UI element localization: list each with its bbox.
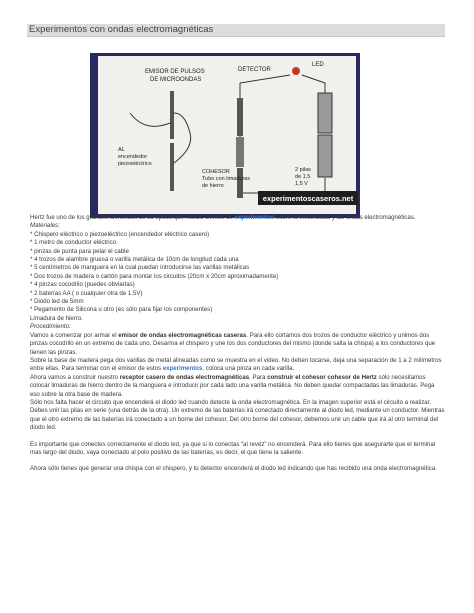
procedure-paragraph-3: Ahora vamos a construir nuestro receptor casero de ondas electromagnéticas. Para construir el cohesor cohesor de Hertz sólo necesitamos colocar limaduras de hierro dentro de la manguera e introducir por cada lado una varilla metálica. No deben quedar compactadas las limaduras. Pega eso sobre la otra base de madera. bbox=[30, 373, 435, 398]
material-item: * 4 pinzas cocodrilo (puedes obviarlas) bbox=[30, 281, 135, 289]
cohesor-label: COHESOR Tubo con limaduras de hierro bbox=[202, 169, 251, 189]
receptor-emphasis: receptor casero de ondas electromagnéticas bbox=[119, 373, 250, 381]
material-item: * 4 trozos de alambre gruesa o varilla metálica de 10cm de longitud cada una bbox=[30, 256, 239, 264]
circuit-photo bbox=[90, 53, 360, 218]
procedimiento-heading bbox=[30, 323, 445, 331]
cohesor-rod-top bbox=[237, 98, 243, 136]
procedure-paragraph-1: Vamos a comenzar por armar el emisor de ondas electromagnéticas caseras. Para ello cortamos dos trozos de conductor eléctrico y unimos dos pinzas cocodrilo en un extremo de cada uno. Desarma el chispero y une los dos conductores del mismo (donde salta la chispa) a los conductores que tienen las pinzas. bbox=[30, 331, 436, 356]
battery-1 bbox=[318, 93, 332, 133]
pilas-label: 2 pilas de 1,5 1,5 V bbox=[295, 167, 311, 187]
led-drawing bbox=[292, 67, 300, 75]
material-item: * 5 centímetros de manguera en la cual puedan introducirse las varillas metálicas bbox=[30, 264, 250, 272]
procedimiento-heading-text: Procedimiento: bbox=[30, 323, 71, 331]
material-item: * Dos trozos de madera o cartón para montar los circuitos (20cm x 20cm aproximadamente) bbox=[30, 272, 279, 280]
material-item: * Chispero eléctrico o piezoeléctrico (encendedor eléctrico casero) bbox=[30, 230, 210, 238]
emisor-rod-bottom bbox=[170, 143, 174, 191]
procedure-paragraph-4: Sólo nos falta hacer el circuito que encenderá el diodo led cuando detecte la onda electromagnética. En la imagen superior está el circuito a realizar. Debes unir las pilas en serie (una detrás de la otra). Un extremo de las baterías irá conectado directamente al diodo led, mediante un conductor. Mientras que el otro extremo de las baterías irá conectado a un borne del cohesor. Del otro borne del cohesor, debemos unir un cable que irá al otro terminal del diodo led. bbox=[30, 398, 445, 432]
experimentos-link-2[interactable]: experimentos bbox=[162, 365, 203, 373]
article-body bbox=[30, 214, 445, 474]
experimentos-link[interactable]: experimentos bbox=[234, 214, 275, 221]
detector-label: DETECTOR bbox=[238, 67, 271, 73]
led-label: LED bbox=[312, 62, 324, 68]
material-item: * Diodo led de 5mm bbox=[30, 298, 84, 306]
procedure-paragraph-5: Es importante que conectes correctamente el diodo led, ya que si lo conectas “al revéz” no encenderá. Para ello tienes que asegurarte que el terminal mas largo del diodo, vaya conectado al polo positivo de las baterías, es decir, el que tiene la saliente. bbox=[30, 440, 436, 456]
intro-paragraph bbox=[30, 214, 445, 222]
procedure-paragraph-6: Ahora sólo tienes que generar una chispa con el chispero, y tu detector encenderá el diodo led indicando que has recibido una onda electromagnética. bbox=[30, 465, 437, 473]
materiales-heading bbox=[30, 222, 445, 230]
material-item: * 1 metro de conductor eléctrico bbox=[30, 239, 117, 247]
circuit-drawing bbox=[90, 53, 360, 218]
material-item: * 2 baterías AA ( o cualquier otra de 1.5V) bbox=[30, 289, 143, 297]
watermark-text: experimentoscaseros.net bbox=[262, 194, 354, 203]
document-title: Experimentos con ondas electromagnéticas bbox=[29, 24, 214, 35]
material-item: * Pegamento de Silicona u otro (es sólo para fijar los componentes) bbox=[30, 306, 213, 314]
emisor-rod-top bbox=[170, 91, 174, 139]
emisor-label-line-2: DE MICROONDAS bbox=[150, 77, 202, 83]
emisor-label-line-1: EMISOR DE PULSOS bbox=[145, 69, 205, 75]
document-title-bar bbox=[27, 24, 445, 37]
spacer bbox=[30, 457, 445, 465]
paper-sheet bbox=[98, 56, 356, 214]
emisor-emphasis: emisor de ondas electromagnéticas caseras bbox=[118, 331, 247, 339]
cohesor-rod-bottom bbox=[237, 168, 243, 198]
intro-text-end: sobre la electricidad y las ondas electromagnéticas. bbox=[274, 214, 416, 221]
spacer bbox=[30, 433, 445, 441]
cohesor-emphasis: construir el cohesor cohesor de Hertz bbox=[267, 373, 377, 381]
procedure-paragraph-2: Sobre la base de madera pega dos varillas de metal alineadas como se muestra en el video. No deben tocarse, deja una separación de 1 a 2 milímetros entre ellas. Para terminar con el emisor de estos experimentos, coloca una pinza en cada varilla. bbox=[30, 356, 442, 373]
intro-text-start: Hertz fue uno de los grandes científicos de su época que realizó cientos de bbox=[30, 214, 235, 221]
material-item: * pinzas de punta para pelar el cable bbox=[30, 247, 129, 255]
encendedor-label: AL encendedor piezoeléctrico bbox=[118, 147, 152, 167]
materiales-heading-text: Materiales: bbox=[30, 222, 60, 230]
battery-2 bbox=[318, 135, 332, 177]
material-item: Limadura de hierro. bbox=[30, 314, 83, 322]
cohesor-tube bbox=[236, 137, 244, 167]
